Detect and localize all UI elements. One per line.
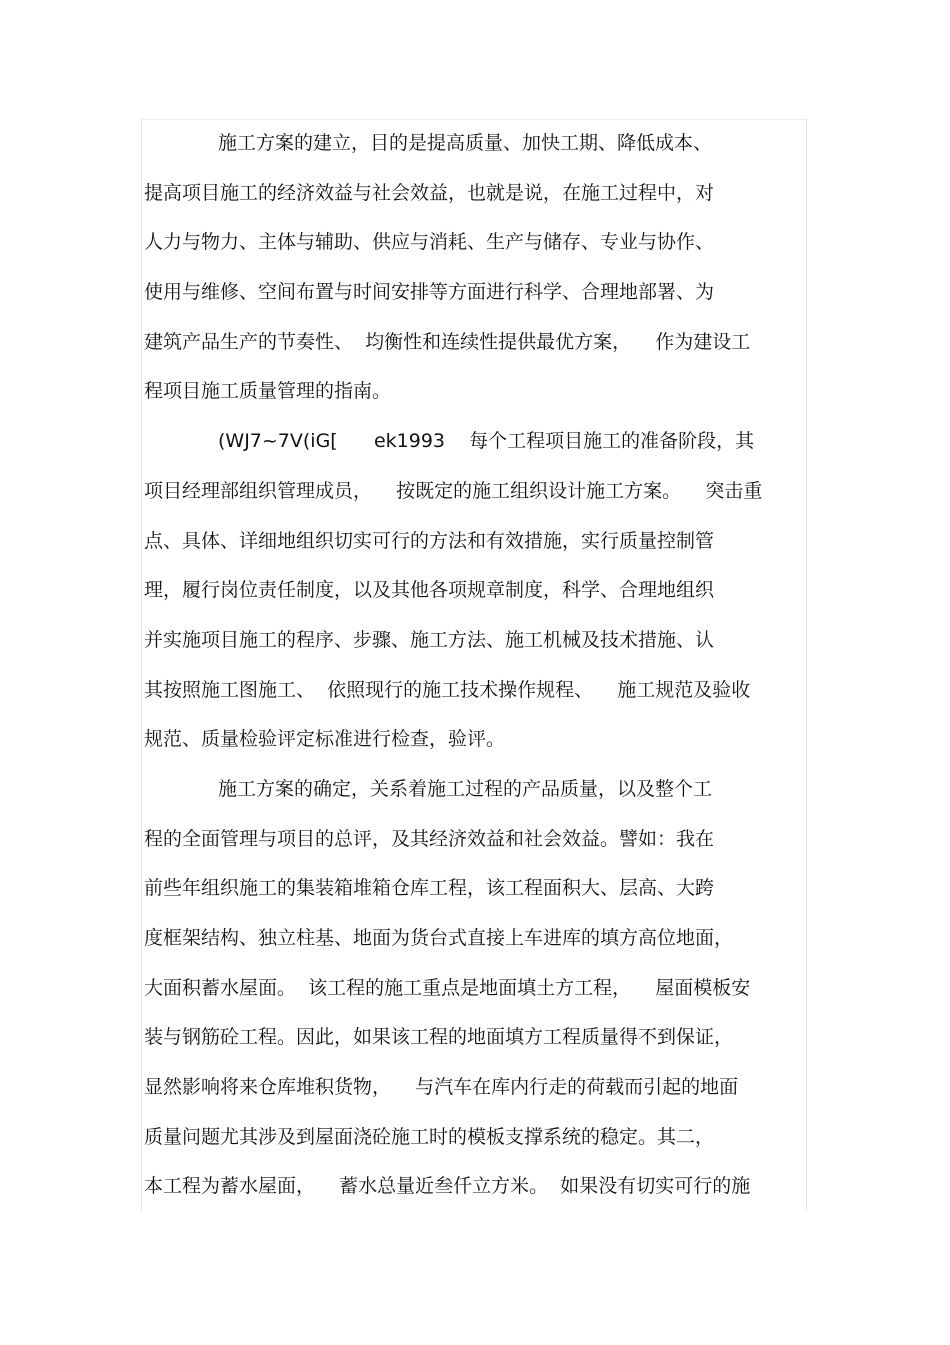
paragraph-2-line-7: 规范、质量检验评定标准进行检查，验评。 [144,728,506,751]
paragraph-2-line-4: 理，履行岗位责任制度，以及其他各项规章制度，科学、合理地组织 [144,579,715,602]
paragraph-2-line-2: 项目经理部组织管理成员， 按既定的施工组织设计施工方案。 突击重 [144,479,763,502]
paragraph-3-line-8: 质量问题尤其涉及到屋面浇砼施工时的模板支撑系统的稳定。其二， [144,1125,715,1148]
paragraph-3-line-2: 程的全面管理与项目的总评，及其经济效益和社会效益。譬如：我在 [144,827,715,850]
paragraph-1-line-5: 建筑产品生产的节奏性、 均衡性和连续性提供最优方案， 作为建设工 [144,330,751,353]
document-body [144,123,804,1216]
paragraph-2-line-6: 其按照施工图施工、 依照现行的施工技术操作规程、 施工规范及验收 [144,678,751,701]
paragraph-3-line-1: 施工方案的确定，关系着施工过程的产品质量，以及整个工 [218,777,713,800]
paragraph-3-line-4: 度框架结构、独立柱基、地面为货台式直接上车进库的填方高位地面， [144,927,734,949]
paragraph-3-line-3: 前些年组织施工的集装箱堆箱仓库工程，该工程面积大、层高、大跨 [144,877,715,900]
paragraph-3-line-9: 本工程为蓄水屋面， 蓄水总量近叁仟立方米。 如果没有切实可行的施 [144,1175,751,1198]
paragraph-1-line-2: 提高项目施工的经济效益与社会效益，也就是说，在施工过程中，对 [144,181,715,204]
paragraph-2-line-1: (WJ7~7V(iG[ ek1993 每个工程项目施工的准备阶段，其 [218,430,755,453]
paragraph-3-line-5: 大面积蓄水屋面。 该工程的施工重点是地面填土方工程， 屋面模板安 [144,976,751,999]
paragraph-1-line-6: 程项目施工质量管理的指南。 [144,380,392,403]
paragraph-2-line-5: 并实施项目施工的程序、步骤、施工方法、施工机械及技术措施、认 [144,628,715,651]
paragraph-3-line-6: 装与钢筋砼工程。因此，如果该工程的地面填方工程质量得不到保证， [144,1026,734,1049]
paragraph-3-line-7: 显然影响将来仓库堆积货物， 与汽车在库内行走的荷载而引起的地面 [144,1076,739,1099]
paragraph-1-line-1: 施工方案的建立，目的是提高质量、加快工期、降低成本、 [218,132,713,154]
paragraph-2-line-3: 点、具体、详细地组织切实可行的方法和有效措施，实行质量控制管 [144,529,715,552]
paragraph-1-line-3: 人力与物力、主体与辅助、供应与消耗、生产与储存、专业与协作、 [144,231,715,254]
paragraph-1-line-4: 使用与维修、空间布置与时间安排等方面进行科学、合理地部署、为 [144,281,715,304]
